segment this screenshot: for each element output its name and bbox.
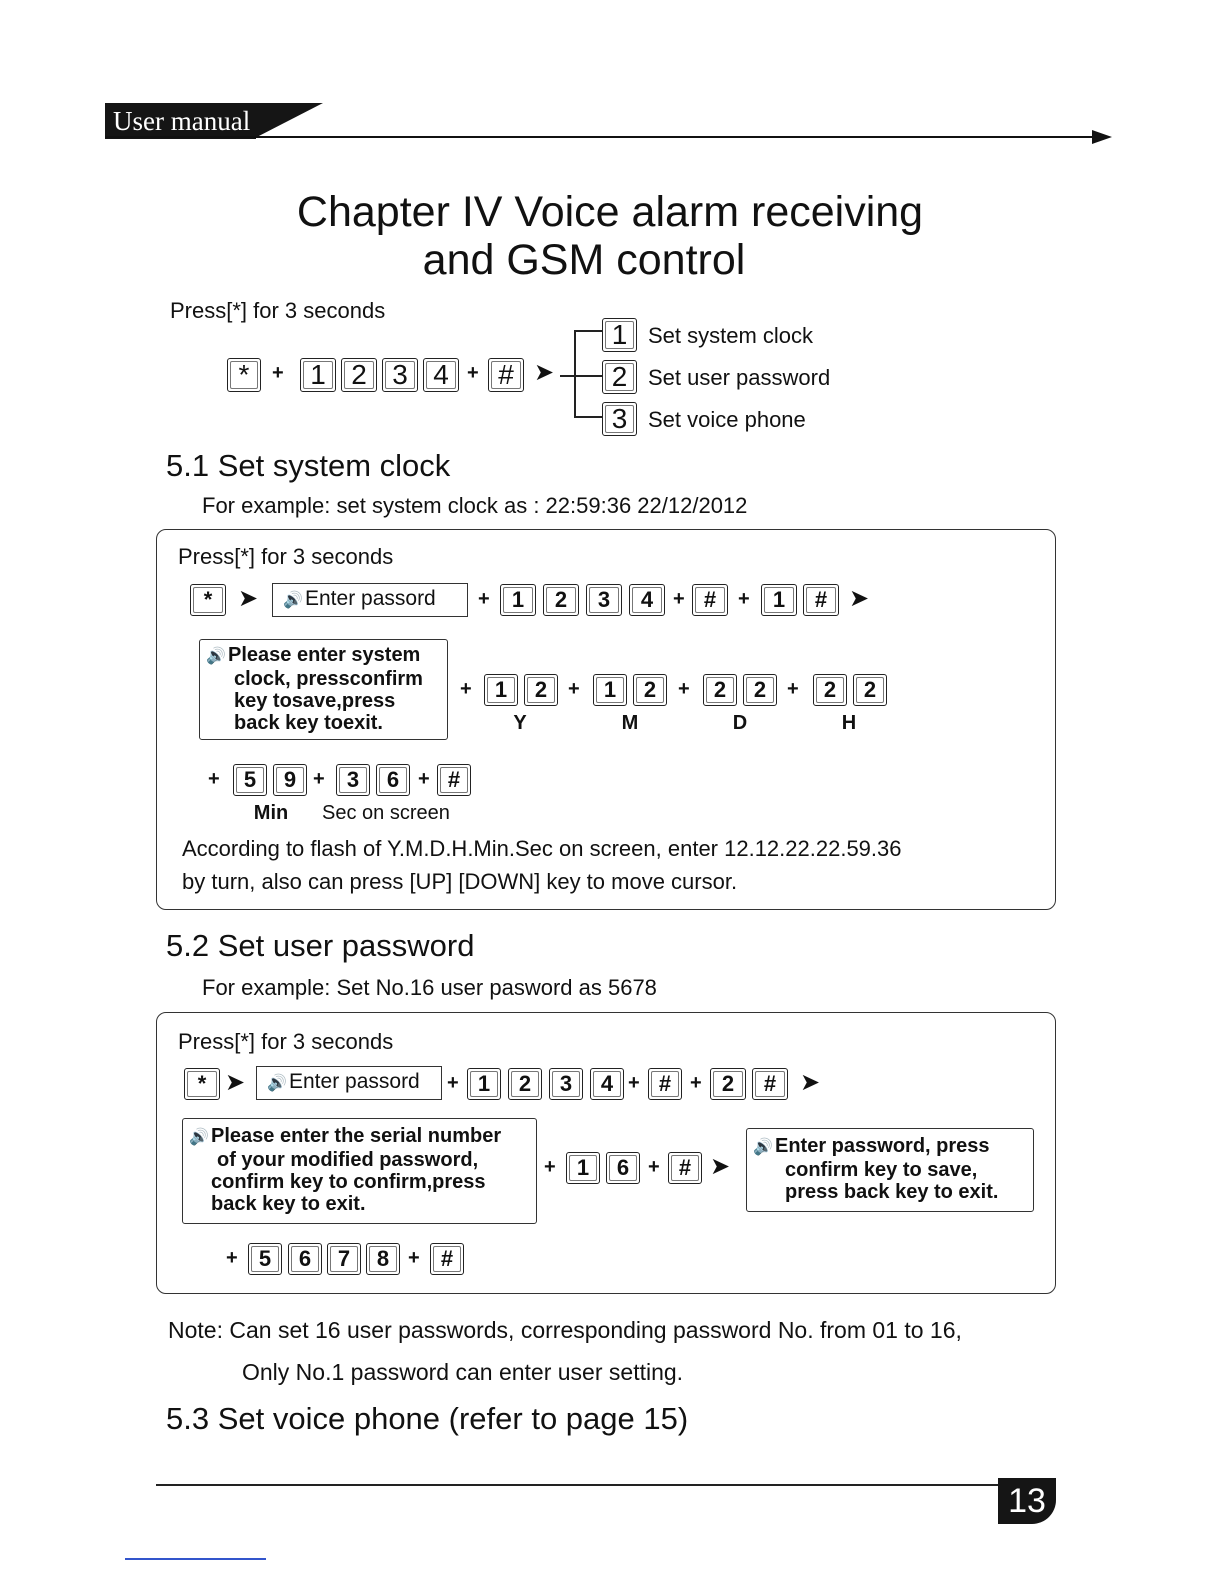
hash-key: #	[648, 1068, 682, 1100]
label-min: Min	[253, 802, 289, 824]
key-7: 7	[327, 1243, 361, 1275]
speaker-icon: 🔊	[753, 1139, 773, 1156]
key-9: 9	[273, 764, 307, 796]
voice-enter-password: 🔊Enter passord	[272, 583, 468, 617]
arrow-right-icon: ➤	[710, 1153, 731, 1180]
key-2: 2	[543, 584, 579, 616]
label-year: Y	[513, 712, 527, 734]
key-6: 6	[606, 1152, 640, 1184]
arrow-right-icon: ➤	[238, 585, 259, 612]
hash-key: #	[752, 1068, 788, 1100]
panel-press-note: Press[*] for 3 seconds	[178, 1029, 394, 1054]
voice-enter-password: 🔊Enter passord	[256, 1066, 442, 1100]
footer-link-rule	[125, 1558, 266, 1560]
label-month: M	[621, 712, 639, 734]
key-4: 4	[629, 584, 665, 616]
hash-key: #	[488, 358, 524, 392]
plus-sign: +	[460, 678, 472, 700]
arrow-right-icon: ➤	[225, 1069, 246, 1096]
arrow-right-icon: ➤	[849, 585, 870, 612]
star-key: *	[184, 1068, 220, 1100]
plus-sign: +	[418, 768, 430, 790]
chapter-title-line1: Chapter IV Voice alarm receiving	[296, 188, 924, 236]
plus-sign: +	[208, 768, 220, 790]
page-number: 13	[998, 1478, 1056, 1524]
star-key: *	[190, 584, 226, 616]
key-2: 2	[853, 674, 887, 706]
plus-sign: +	[544, 1156, 556, 1178]
plus-sign: +	[648, 1156, 660, 1178]
plus-sign: +	[678, 678, 690, 700]
label-sec: Sec on screen	[322, 802, 450, 824]
section-example-5-1: For example: set system clock as : 22:59:36 22/12/2012	[202, 493, 748, 518]
key-1: 1	[761, 584, 797, 616]
menu-key-2: 2	[602, 360, 637, 394]
plus-sign: +	[272, 362, 284, 384]
key-3: 3	[586, 584, 622, 616]
section-heading-5-2: 5.2 Set user password	[166, 928, 475, 963]
header-tab-tip	[253, 103, 323, 139]
intro-press-note: Press[*] for 3 seconds	[170, 298, 386, 323]
key-2: 2	[710, 1068, 746, 1100]
speaker-icon: 🔊	[267, 1075, 287, 1092]
star-key: *	[227, 358, 261, 392]
plus-sign: +	[787, 678, 799, 700]
menu-item-set-user-password: Set user password	[648, 365, 831, 390]
plus-sign: +	[226, 1247, 238, 1269]
key-5: 5	[248, 1243, 282, 1275]
panel-desc-1: According to flash of Y.M.D.H.Min.Sec on screen, enter 12.12.22.22.59.36	[182, 836, 902, 861]
arrow-right-icon: ➤	[534, 359, 555, 386]
speaker-icon: 🔊	[189, 1129, 209, 1146]
key-3: 3	[549, 1068, 583, 1100]
label-hour: H	[841, 712, 857, 734]
section-example-5-2: For example: Set No.16 user pasword as 5678	[202, 975, 657, 1000]
section-heading-5-1: 5.1 Set system clock	[166, 448, 451, 483]
plus-sign: +	[690, 1072, 702, 1094]
key-1: 1	[467, 1068, 501, 1100]
panel-press-note: Press[*] for 3 seconds	[178, 544, 394, 569]
hash-key: #	[692, 584, 728, 616]
header-rule	[105, 136, 1095, 138]
hash-key: #	[668, 1152, 702, 1184]
key-4: 4	[423, 358, 459, 392]
chapter-title-line2: and GSM control	[422, 236, 746, 284]
menu-item-set-system-clock: Set system clock	[648, 323, 814, 348]
key-2: 2	[743, 674, 777, 706]
plus-sign: +	[673, 588, 685, 610]
plus-sign: +	[738, 588, 750, 610]
section-heading-5-3: 5.3 Set voice phone (refer to page 15)	[166, 1401, 689, 1436]
key-2: 2	[703, 674, 737, 706]
key-3: 3	[336, 764, 370, 796]
key-1: 1	[484, 674, 518, 706]
menu-key-1: 1	[602, 318, 637, 352]
voice-prompt-5-1: 🔊 Please enter system clock, pressconfirm key tosave,press back key toexit.	[199, 639, 448, 740]
plus-sign: +	[568, 678, 580, 700]
key-6: 6	[288, 1243, 322, 1275]
plus-sign: +	[478, 588, 490, 610]
key-1: 1	[300, 358, 336, 392]
plus-sign: +	[628, 1072, 640, 1094]
key-8: 8	[366, 1243, 400, 1275]
key-4: 4	[590, 1068, 624, 1100]
plus-sign: +	[313, 768, 325, 790]
key-2: 2	[508, 1068, 542, 1100]
hash-key: #	[437, 764, 471, 796]
key-6: 6	[376, 764, 410, 796]
hash-key: #	[430, 1243, 464, 1275]
key-2: 2	[633, 674, 667, 706]
menu-item-set-voice-phone: Set voice phone	[648, 407, 806, 432]
speaker-icon: 🔊	[283, 592, 303, 609]
note-line-2: Only No.1 password can enter user setting.	[242, 1359, 684, 1385]
plus-sign: +	[447, 1072, 459, 1094]
label-day: D	[732, 712, 748, 734]
key-1: 1	[566, 1152, 600, 1184]
plus-sign: +	[408, 1247, 420, 1269]
key-2: 2	[524, 674, 558, 706]
header-arrow-icon	[1092, 130, 1112, 144]
voice-prompt-5-2: 🔊 Please enter the serial number of your modified password, confirm key to confirm,press back key to exit.	[182, 1118, 537, 1224]
arrow-right-icon: ➤	[800, 1069, 821, 1096]
hash-key: #	[803, 584, 839, 616]
plus-sign: +	[467, 362, 479, 384]
menu-bracket	[574, 330, 576, 418]
key-1: 1	[593, 674, 627, 706]
voice-prompt-5-2-confirm: 🔊 Enter password, press confirm key to save, press back key to exit.	[746, 1128, 1034, 1212]
menu-key-3: 3	[602, 402, 637, 436]
footer-rule	[156, 1484, 1056, 1486]
key-5: 5	[233, 764, 267, 796]
key-3: 3	[382, 358, 418, 392]
header-tab: User manual	[105, 103, 256, 139]
key-2: 2	[341, 358, 377, 392]
speaker-icon: 🔊	[206, 648, 226, 665]
key-1: 1	[500, 584, 536, 616]
panel-desc-2: by turn, also can press [UP] [DOWN] key to move cursor.	[182, 869, 738, 894]
note-line-1: Note: Can set 16 user passwords, corresponding password No. from 01 to 16,	[168, 1317, 962, 1343]
key-2: 2	[813, 674, 847, 706]
